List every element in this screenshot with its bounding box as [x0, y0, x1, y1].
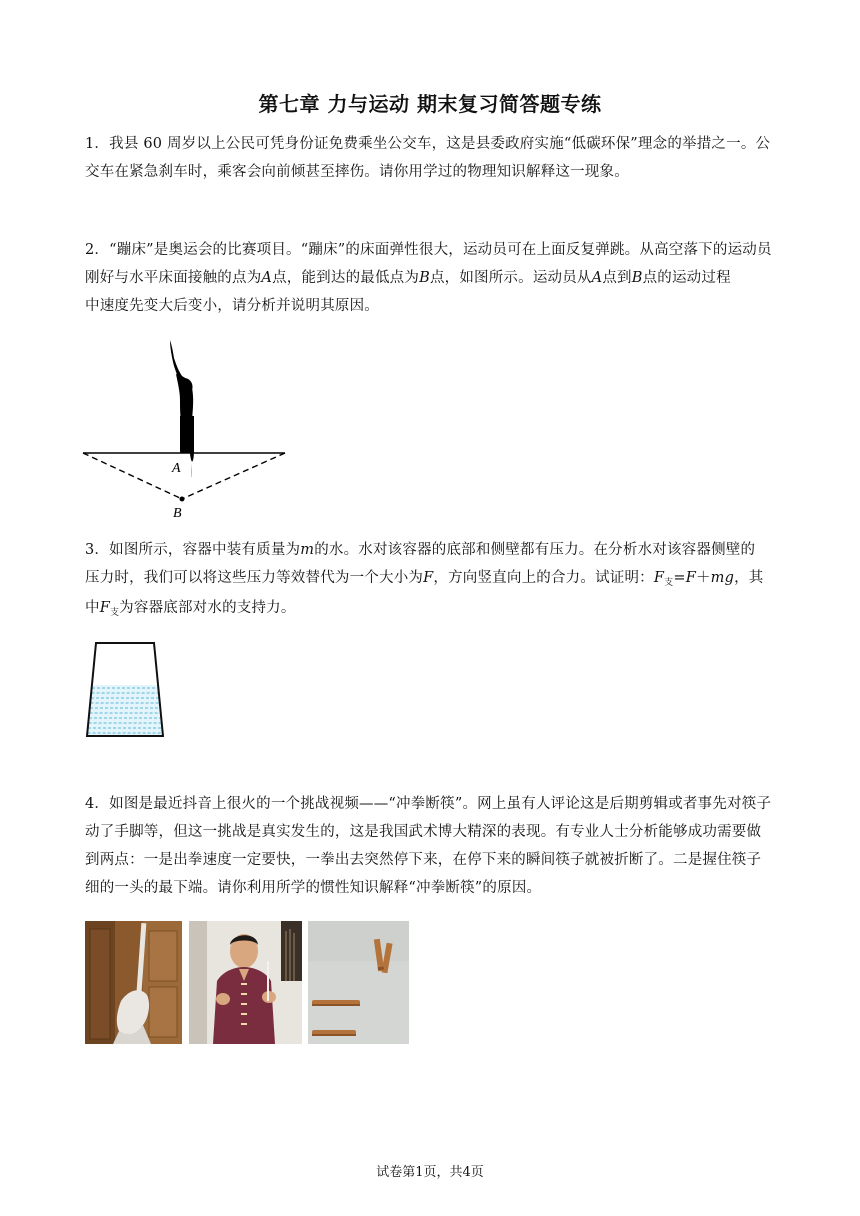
photo-man-with-chopsticks	[189, 921, 302, 1044]
page-title: 第七章 力与运动 期末复习简答题专练	[258, 92, 602, 116]
question-4-line-3: 到两点：一是出拳速度一定要快，一拳出去突然停下来，在停下来的瞬间筷子就被折断了。二是握住筷子	[85, 852, 762, 868]
photo-broken-chopsticks	[308, 921, 409, 1044]
question-2	[85, 236, 777, 320]
question-4-line-2: 动了手脚等，但这一挑战是真实发生的，这是我国武术博大精深的表现。有专业人士分析能够成功需要做	[85, 824, 762, 840]
question-3-line-1: 3．如图所示，容器中装有质量为m的水。水对该容器的底部和侧壁都有压力。在分析水对该容器侧壁的	[85, 542, 756, 558]
question-1-line-1: 1．我县 60 周岁以上公民可凭身份证免费乘坐公交车，这是县委政府实施“低碳环保”理念的举措之一。公	[85, 136, 771, 152]
question-1-line-2: 交车在紧急刹车时，乘客会向前倾甚至摔伤。请你用学过的物理知识解释这一现象。	[85, 164, 629, 180]
container-figure	[82, 640, 168, 740]
question-3-line-2: 压力时，我们可以将这些压力等效替代为一个大小为F，方向竖直向上的合力。试证明：$F_支=F+mg$，其	[85, 570, 764, 588]
page-footer: 试卷第1页，共4页	[376, 1165, 484, 1180]
point-a-label: A	[172, 461, 181, 476]
question-2-line-1: 2．“蹦床”是奥运会的比赛项目。“蹦床”的床面弹性很大，运动员可在上面反复弹跳。从高空落下的运动员	[85, 242, 772, 258]
trampoline-figure	[80, 336, 290, 522]
question-2-line-2: 刚好与水平床面接触的点为A点，能到达的最低点为B点，如图所示。运动员从A点到B点的运动过程	[85, 270, 731, 286]
question-4	[85, 790, 777, 902]
point-b-label: B	[173, 506, 182, 521]
question-4-line-1: 4．如图是最近抖音上很火的一个挑战视频——“冲拳断筷”。网上虽有人评论这是后期剪辑或者事先对筷子	[85, 796, 772, 812]
question-3	[85, 536, 777, 624]
question-3-line-3: 中$F_支$为容器底部对水的支持力。	[85, 600, 296, 618]
athlete-legs	[180, 416, 194, 454]
question-4-line-4: 细的一头的最下端。请你利用所学的惯性知识解释“冲拳断筷”的原因。	[85, 880, 542, 896]
question-1	[85, 130, 777, 186]
question-2-line-3: 中速度先变大后变小，请分析并说明其原因。	[85, 298, 379, 314]
photo-hand-holding-chopstick	[85, 921, 182, 1044]
athlete-head	[179, 378, 192, 395]
